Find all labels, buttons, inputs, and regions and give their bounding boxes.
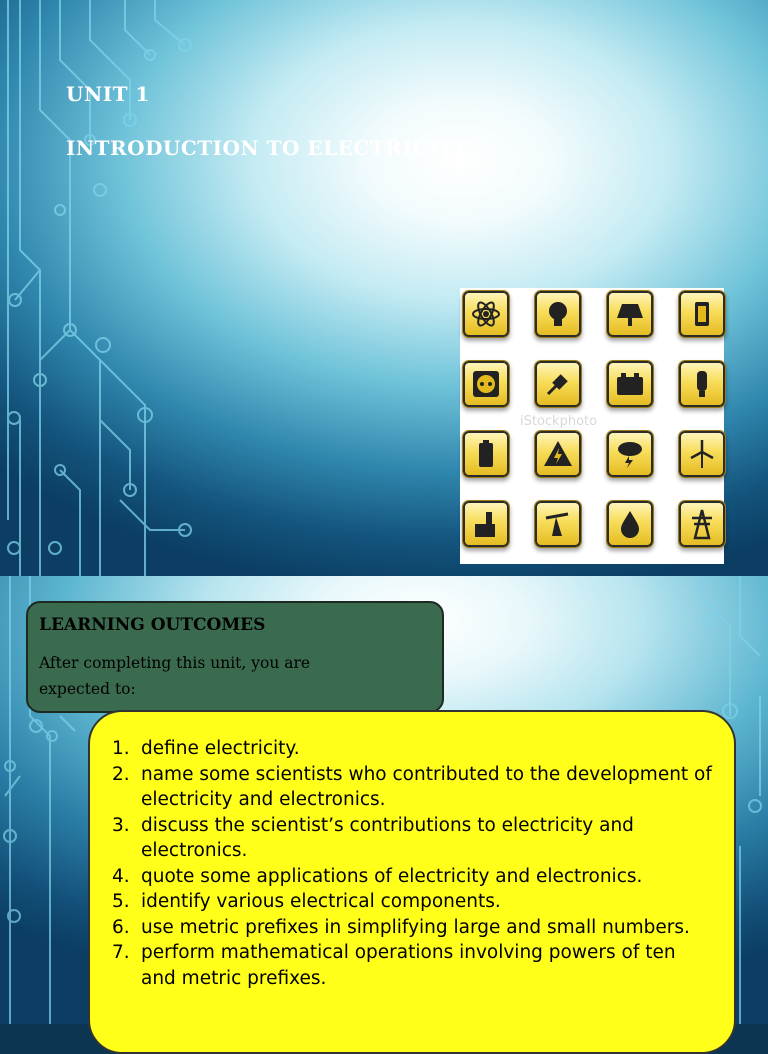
power-socket-icon-tile — [462, 360, 510, 408]
thunderstorm-icon — [614, 438, 646, 470]
slide-title: INTRODUCTION TO ELECTRICITY — [66, 136, 469, 160]
plug-icon — [542, 368, 574, 400]
outcome-number: 4. — [112, 865, 130, 887]
outcome-item — [112, 940, 712, 991]
light-bulb-icon-tile — [534, 290, 582, 338]
outcome-text: define electricity. — [141, 738, 300, 759]
outcome-text: identify various electrical components. — [141, 891, 501, 912]
watermark: iStockphoto — [520, 414, 598, 429]
outcome-number: 6. — [112, 916, 130, 938]
oil-drop-icon-tile — [606, 500, 654, 548]
wind-turbine-icon — [686, 438, 718, 470]
outcome-text: quote some applications of electricity and electronics. — [141, 865, 643, 887]
oil-pump-icon-tile — [534, 500, 582, 548]
power-pylon-icon-tile — [678, 500, 726, 548]
outcome-item — [112, 762, 712, 813]
plug-icon-tile — [534, 360, 582, 408]
outcomes-list — [112, 736, 712, 991]
solar-panel-icon — [614, 298, 646, 330]
car-battery-icon-tile — [606, 360, 654, 408]
learning-outcomes-intro: After completing this unit, you are expected to: — [39, 654, 311, 698]
outcome-item — [112, 889, 712, 915]
outcome-text: name some scientists who contributed to the development of electricity and electronics. — [141, 763, 712, 810]
outcome-number: 5. — [112, 891, 130, 912]
outcome-text: perform mathematical operations involving powers of ten and metric prefixes. — [141, 942, 676, 989]
high-voltage-warning-icon — [542, 438, 574, 470]
solar-panel-icon-tile — [606, 290, 654, 338]
high-voltage-warning-icon-tile — [534, 430, 582, 478]
power-socket-icon — [470, 368, 502, 400]
outcome-number: 7. — [112, 942, 130, 963]
outcome-item — [112, 813, 712, 864]
outcome-number: 3. — [112, 814, 130, 836]
oil-drop-icon — [614, 508, 646, 540]
thunderstorm-icon-tile — [606, 430, 654, 478]
outcome-number: 2. — [112, 763, 130, 785]
fluorescent-lamp-icon — [686, 368, 718, 400]
learning-outcomes-heading: LEARNING OUTCOMES — [39, 615, 266, 635]
outcome-item — [112, 864, 712, 890]
power-plant-icon-tile — [462, 500, 510, 548]
fuse-icon — [686, 298, 718, 330]
car-battery-icon — [614, 368, 646, 400]
oil-pump-icon — [542, 508, 574, 540]
unit-label: UNIT 1 — [66, 82, 150, 106]
outcome-number: 1. — [112, 738, 130, 759]
fuse-icon-tile — [678, 290, 726, 338]
atom-icon-tile — [462, 290, 510, 338]
power-pylon-icon — [686, 508, 718, 540]
outcome-item — [112, 736, 712, 762]
fluorescent-lamp-icon-tile — [678, 360, 726, 408]
battery-icon — [470, 438, 502, 470]
outcome-text: use metric prefixes in simplifying large and small numbers. — [141, 916, 690, 938]
outcome-text: discuss the scientist’s contributions to electricity and electronics. — [141, 814, 634, 861]
power-plant-icon — [470, 508, 502, 540]
battery-icon-tile — [462, 430, 510, 478]
atom-icon — [470, 298, 502, 330]
wind-turbine-icon-tile — [678, 430, 726, 478]
light-bulb-icon — [542, 298, 574, 330]
outcome-item — [112, 915, 712, 941]
